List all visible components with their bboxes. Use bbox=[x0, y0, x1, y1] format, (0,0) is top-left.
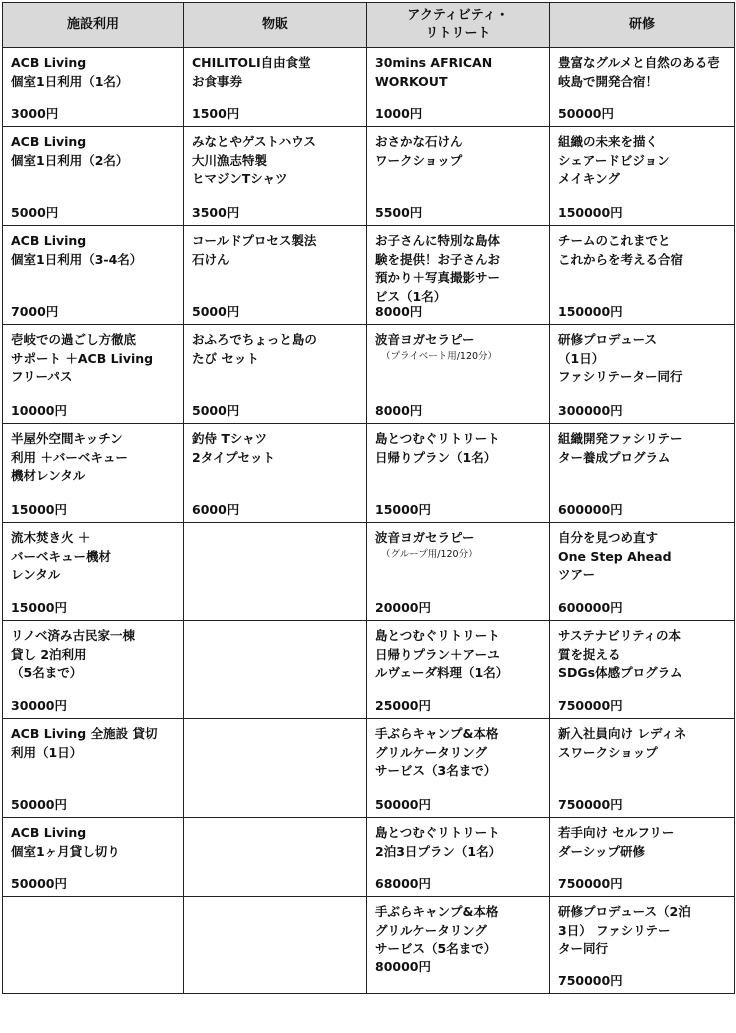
item-price: 750000円 bbox=[558, 876, 623, 891]
item-price: 5000円 bbox=[192, 403, 240, 418]
table-cell-training bbox=[550, 818, 735, 897]
table-cell-merchandise bbox=[184, 523, 367, 621]
item-price: 15000円 bbox=[375, 502, 431, 517]
item-name: 若手向け セルフリー ダーシップ研修 bbox=[558, 825, 675, 859]
header-label: 施設利用 bbox=[66, 17, 119, 32]
table-cell-merchandise bbox=[184, 719, 367, 818]
item-price: 150000円 bbox=[558, 304, 623, 319]
table-cell-merchandise bbox=[184, 226, 367, 325]
table-cell-training bbox=[550, 897, 735, 994]
item-price: 3500円 bbox=[192, 205, 240, 220]
table-cell-training bbox=[550, 48, 735, 127]
table-cell-merchandise bbox=[184, 621, 367, 719]
item-name: 壱岐での過ごし方徹底 サポート ＋ACB Living フリーパス bbox=[11, 332, 154, 384]
table-cell-facility bbox=[3, 719, 184, 818]
table-row bbox=[3, 897, 735, 994]
item-price: 50000円 bbox=[558, 106, 614, 121]
header-label: 物販 bbox=[261, 17, 288, 32]
item-name: 組織開発ファシリテー ター養成プログラム bbox=[558, 431, 683, 465]
table-cell-facility bbox=[3, 621, 184, 719]
item-name: 手ぶらキャンプ&本格 グリルケータリング サービス（5名まで） bbox=[375, 904, 499, 956]
item-name: 波音ヨガセラピー bbox=[375, 530, 475, 545]
item-price: 750000円 bbox=[558, 973, 623, 988]
table-cell-activity bbox=[367, 226, 550, 325]
item-name: ACB Living 個室1ヶ月貸し切り bbox=[11, 825, 120, 859]
item-price: 1500円 bbox=[192, 106, 240, 121]
item-name: 釣侍 Tシャツ 2タイプセット bbox=[192, 431, 275, 465]
table-cell-facility bbox=[3, 897, 184, 994]
item-price: 150000円 bbox=[558, 205, 623, 220]
item-name: 島とつむぐリトリート 日帰りプラン（1名） bbox=[375, 431, 500, 465]
item-price: 10000円 bbox=[11, 403, 67, 418]
item-name: 組織の未来を描く シェアードビジョン メイキング bbox=[558, 134, 670, 186]
table-row bbox=[3, 523, 735, 621]
item-price: 5000円 bbox=[11, 205, 59, 220]
table-cell-merchandise bbox=[184, 127, 367, 226]
item-name: ACB Living 個室1日利用（1名） bbox=[11, 55, 129, 89]
header-training bbox=[550, 3, 735, 48]
item-name: ACB Living 個室1日利用（3-4名） bbox=[11, 233, 143, 267]
header-row bbox=[3, 3, 735, 48]
item-price: 750000円 bbox=[558, 698, 623, 713]
item-price: 1000円 bbox=[375, 106, 423, 121]
table-cell-training bbox=[550, 424, 735, 523]
item-name: 波音ヨガセラピー bbox=[375, 332, 475, 347]
item-price: 5000円 bbox=[192, 304, 240, 319]
item-name: みなとやゲストハウス 大川漁志特製 ヒマジンTシャツ bbox=[192, 134, 316, 186]
item-name: おさかな石けん ワークショップ bbox=[375, 134, 463, 168]
price-table bbox=[2, 2, 735, 994]
table-cell-training bbox=[550, 325, 735, 424]
table-row bbox=[3, 127, 735, 226]
table-cell-merchandise bbox=[184, 325, 367, 424]
item-name: 半屋外空間キッチン 利用 ＋バーベキュー 機材レンタル bbox=[11, 431, 128, 483]
item-price: 50000円 bbox=[375, 797, 431, 812]
table-row bbox=[3, 818, 735, 897]
item-price: 300000円 bbox=[558, 403, 623, 418]
item-name: 豊富なグルメと自然のある壱岐島で開発合宿！ bbox=[558, 55, 720, 89]
item-name: コールドプロセス製法 石けん bbox=[192, 233, 317, 267]
item-price: 15000円 bbox=[11, 502, 67, 517]
table-row bbox=[3, 226, 735, 325]
table-cell-activity bbox=[367, 719, 550, 818]
item-price: 50000円 bbox=[11, 797, 67, 812]
item-price: 50000円 bbox=[11, 876, 67, 891]
table-cell-training bbox=[550, 621, 735, 719]
header-label: 研修 bbox=[628, 17, 655, 32]
table-cell-merchandise bbox=[184, 48, 367, 127]
table-cell-facility bbox=[3, 523, 184, 621]
header-facility bbox=[3, 3, 184, 48]
header-merchandise bbox=[184, 3, 367, 48]
table-row bbox=[3, 48, 735, 127]
item-price: 8000円 bbox=[375, 403, 423, 418]
table-row bbox=[3, 424, 735, 523]
item-name: 島とつむぐリトリート 日帰りプラン＋アーユ ルヴェーダ料理（1名） bbox=[375, 628, 509, 680]
item-name: 研修プロデュース（2泊 3日） ファシリテー ター同行 bbox=[558, 904, 691, 956]
table-cell-facility bbox=[3, 325, 184, 424]
table-row bbox=[3, 621, 735, 719]
header-label: アクティビティ・ リトリート bbox=[407, 8, 509, 41]
item-name: 島とつむぐリトリート 2泊3日プラン（1名） bbox=[375, 825, 502, 859]
item-price: 6000円 bbox=[192, 502, 240, 517]
item-note: （グループ用/120分） bbox=[381, 548, 478, 560]
item-price: 600000円 bbox=[558, 600, 623, 615]
item-price: 25000円 bbox=[375, 698, 431, 713]
item-name: 自分を見つめ直す One Step Ahead ツアー bbox=[558, 530, 672, 582]
item-name: チームのこれまでと これからを考える合宿 bbox=[558, 233, 684, 267]
table-cell-facility bbox=[3, 818, 184, 897]
item-name: お子さんに特別な島体 験を提供！お子さんお 預かり＋写真撮影サー ビス（1名） bbox=[375, 233, 501, 304]
table-cell-activity bbox=[367, 897, 550, 994]
item-name: ACB Living 全施設 貸切 利用（1日） bbox=[11, 726, 158, 760]
table-cell-facility bbox=[3, 48, 184, 127]
item-name: ACB Living 個室1日利用（2名） bbox=[11, 134, 129, 168]
table-cell-training bbox=[550, 719, 735, 818]
item-name: おふろでちょっと島の たび セット bbox=[192, 332, 317, 366]
item-price: 8000円 bbox=[375, 304, 423, 319]
table-cell-training bbox=[550, 226, 735, 325]
item-name: サステナビリティの本 質を捉える SDGs体感プログラム bbox=[558, 628, 683, 680]
table-cell-facility bbox=[3, 127, 184, 226]
table-cell-activity bbox=[367, 818, 550, 897]
item-price: 750000円 bbox=[558, 797, 623, 812]
item-price: 20000円 bbox=[375, 600, 431, 615]
item-note: （プライベート用/120分） bbox=[381, 350, 498, 362]
table-cell-activity bbox=[367, 621, 550, 719]
item-price: 30000円 bbox=[11, 698, 67, 713]
table-cell-activity bbox=[367, 325, 550, 424]
item-price: 80000円 bbox=[375, 958, 431, 974]
table-cell-activity bbox=[367, 523, 550, 621]
table-cell-merchandise bbox=[184, 424, 367, 523]
item-price: 600000円 bbox=[558, 502, 623, 517]
item-name: 新入社員向け レディネ スワークショップ bbox=[558, 726, 687, 760]
item-name: 研修プロデュース （1日） ファシリテーター同行 bbox=[558, 332, 683, 384]
table-row bbox=[3, 325, 735, 424]
table-cell-merchandise bbox=[184, 818, 367, 897]
item-price: 15000円 bbox=[11, 600, 67, 615]
table-cell-activity bbox=[367, 424, 550, 523]
item-name: 流木焚き火 ＋ バーベキュー機材 レンタル bbox=[11, 530, 112, 582]
table-cell-facility bbox=[3, 424, 184, 523]
table-cell-facility bbox=[3, 226, 184, 325]
table-cell-activity bbox=[367, 127, 550, 226]
item-name: CHILITOLI自由食堂 お食事券 bbox=[192, 55, 311, 89]
table-row bbox=[3, 719, 735, 818]
item-name: 30mins AFRICAN WORKOUT bbox=[375, 55, 493, 89]
table-cell-training bbox=[550, 523, 735, 621]
table-cell-merchandise bbox=[184, 897, 367, 994]
table-cell-activity bbox=[367, 48, 550, 127]
item-price: 5500円 bbox=[375, 205, 423, 220]
item-price: 7000円 bbox=[11, 304, 59, 319]
item-name: 手ぶらキャンプ&本格 グリルケータリング サービス（3名まで） bbox=[375, 726, 499, 778]
item-price: 3000円 bbox=[11, 106, 59, 121]
item-price: 68000円 bbox=[375, 876, 431, 891]
item-name: リノベ済み古民家一棟 貸し 2泊利用 （5名まで） bbox=[11, 628, 136, 680]
header-activity-retreat bbox=[367, 3, 550, 48]
table-cell-training bbox=[550, 127, 735, 226]
